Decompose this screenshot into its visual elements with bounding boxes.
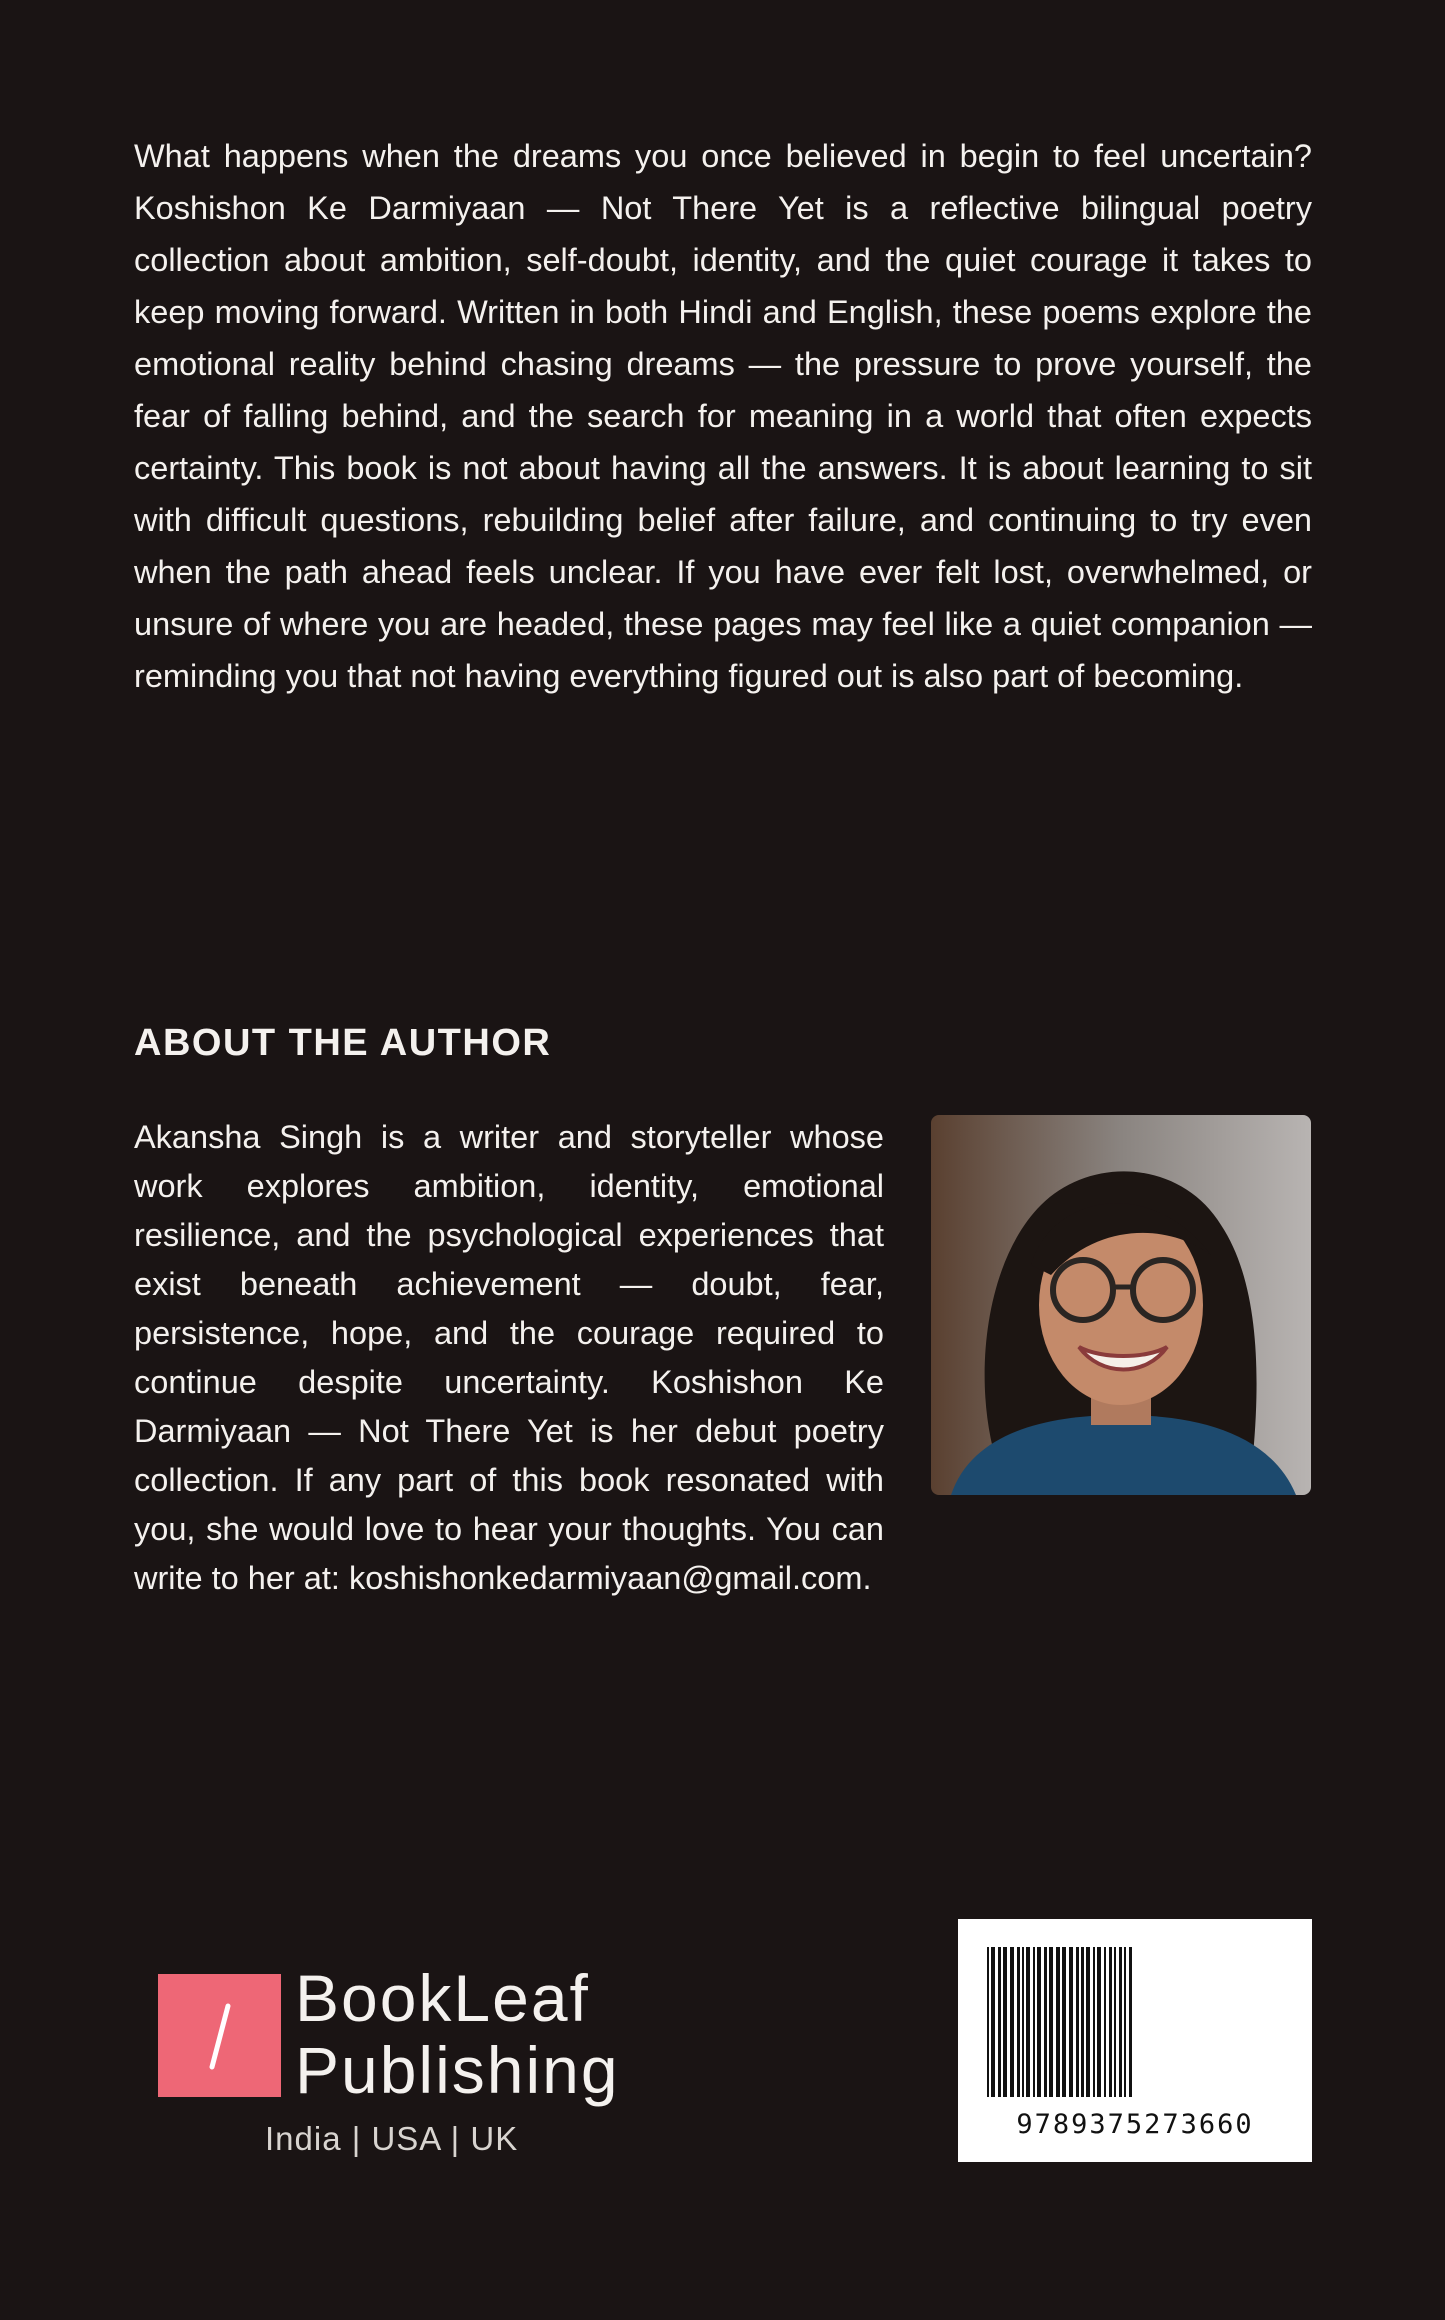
author-bio: Akansha Singh is a writer and storyteller whose work explores ambition, identity, emotional resilience, and the psychological experiences that exist beneath achievement — doubt, fear, persistence, hope, and the courage required to continue despite uncertainty. Koshishon Ke Darmiyaan — Not There Yet is her debut poetry collection. If any part of this book resonated with you, she would love to hear your thoughts. You can write to her at: koshishonkedarmiyaan@gmail.com. [134,1119,884,1596]
author-photo [931,1115,1311,1495]
book-blurb: What happens when the dreams you once believed in begin to feel uncertain? Koshishon Ke Darmiyaan — Not There Yet is a reflective bilingual poetry collection about ambition, self-doubt, identity, and the quiet courage it takes to keep moving forward. Written in both Hindi and English, these poems explore the emotional reality behind chasing dreams — the pressure to prove yourself, the fear of falling behind, and the search for meaning in a world that often expects certainty. This book is not about having all the answers. It is about learning to sit with difficult questions, rebuilding belief after failure, and continuing to try even when the path ahead feels unclear. If you have ever felt lost, overwhelmed, or unsure of where you are headed, these pages may feel like a quiet companion — reminding you that not having everything figured out is also part of becoming. [134,138,1312,694]
barcode-bars [985,1947,1285,2097]
publisher-name-line1: BookLeaf [295,1961,590,2035]
publisher-name-line2: Publishing [295,2033,620,2107]
isbn-number: 9789375273660 [1016,2109,1254,2140]
publisher-name [295,1962,620,2106]
publisher-regions: India | USA | UK [265,2120,519,2157]
about-author-heading: ABOUT THE AUTHOR [134,1022,552,1064]
isbn-barcode [958,1919,1312,2162]
publisher-logo-icon [158,1974,281,2097]
